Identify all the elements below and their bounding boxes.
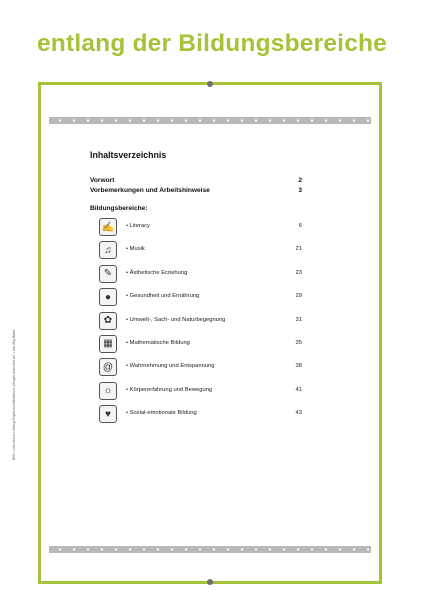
- side-note: BVK • Lese-Wurm: Literacy-Projekt zum Bilderbuch „Morgen besuchen wir" • von Jörg Bähre: [12, 329, 16, 460]
- area-page: 23: [295, 269, 302, 276]
- pin-icon: [207, 81, 213, 87]
- area-row-social: [90, 405, 302, 428]
- area-row-perception: [90, 358, 302, 381]
- nature-icon: ✿: [99, 312, 117, 330]
- area-row-music: [90, 241, 302, 264]
- hands-icon: ♥: [99, 405, 117, 423]
- area-row-body: [90, 382, 302, 405]
- area-label: • Umwelt-, Sach- und Naturbegegnung: [126, 316, 226, 323]
- area-page: 31: [295, 316, 302, 323]
- toc-entry: [90, 176, 302, 186]
- area-label: • Wahrnehmung und Entspannung: [126, 363, 215, 370]
- toc-entry-label: Vorbemerkungen und Arbeitshinweise: [90, 186, 210, 194]
- area-row-math: [90, 335, 302, 358]
- area-row-literacy: [90, 218, 302, 241]
- literacy-icon: ✍: [99, 218, 117, 236]
- area-page: 29: [295, 293, 302, 300]
- brush-icon: ✎: [99, 265, 117, 283]
- toc-title: Inhaltsverzeichnis: [90, 150, 167, 160]
- pin-icon: [207, 579, 213, 585]
- area-label: • Musik: [126, 246, 145, 253]
- apple-icon: ●: [99, 288, 117, 306]
- area-label: • Mathematische Bildung: [126, 339, 190, 346]
- area-page: 38: [295, 363, 302, 370]
- area-label: • Gesundheit und Ernährung: [126, 293, 200, 300]
- table-of-contents: [90, 150, 302, 429]
- body-icon: ☼: [99, 382, 117, 400]
- area-page: 6: [298, 223, 302, 229]
- area-page: 41: [295, 386, 302, 393]
- area-label: • Körpererfahrung und Bewegung: [126, 386, 213, 393]
- dotted-band-bottom: [49, 546, 371, 553]
- abacus-icon: ▦: [99, 335, 117, 353]
- area-row-health: [90, 288, 302, 311]
- areas-title: Bildungsbereiche:: [90, 205, 148, 212]
- area-page: 21: [295, 246, 302, 253]
- area-label: • Literacy: [126, 223, 150, 229]
- area-label: • Ästhetische Erziehung: [126, 269, 188, 276]
- toc-entry: [90, 186, 302, 196]
- area-page: 43: [295, 410, 302, 417]
- area-row-nature: [90, 312, 302, 335]
- toc-entry-page: 2: [298, 177, 302, 184]
- music-note-icon: ♫: [99, 241, 117, 259]
- toc-entry-page: 3: [298, 186, 302, 194]
- dotted-band-top: [49, 117, 371, 124]
- area-page: 35: [295, 339, 302, 346]
- area-label: • Sozial-emotionale Bildung: [126, 410, 197, 417]
- spiral-icon: @: [99, 358, 117, 376]
- area-row-aesthetic: [90, 265, 302, 288]
- page-heading: entlang der Bildungsbereiche: [36, 30, 388, 57]
- toc-entry-label: Vorwort: [90, 177, 115, 184]
